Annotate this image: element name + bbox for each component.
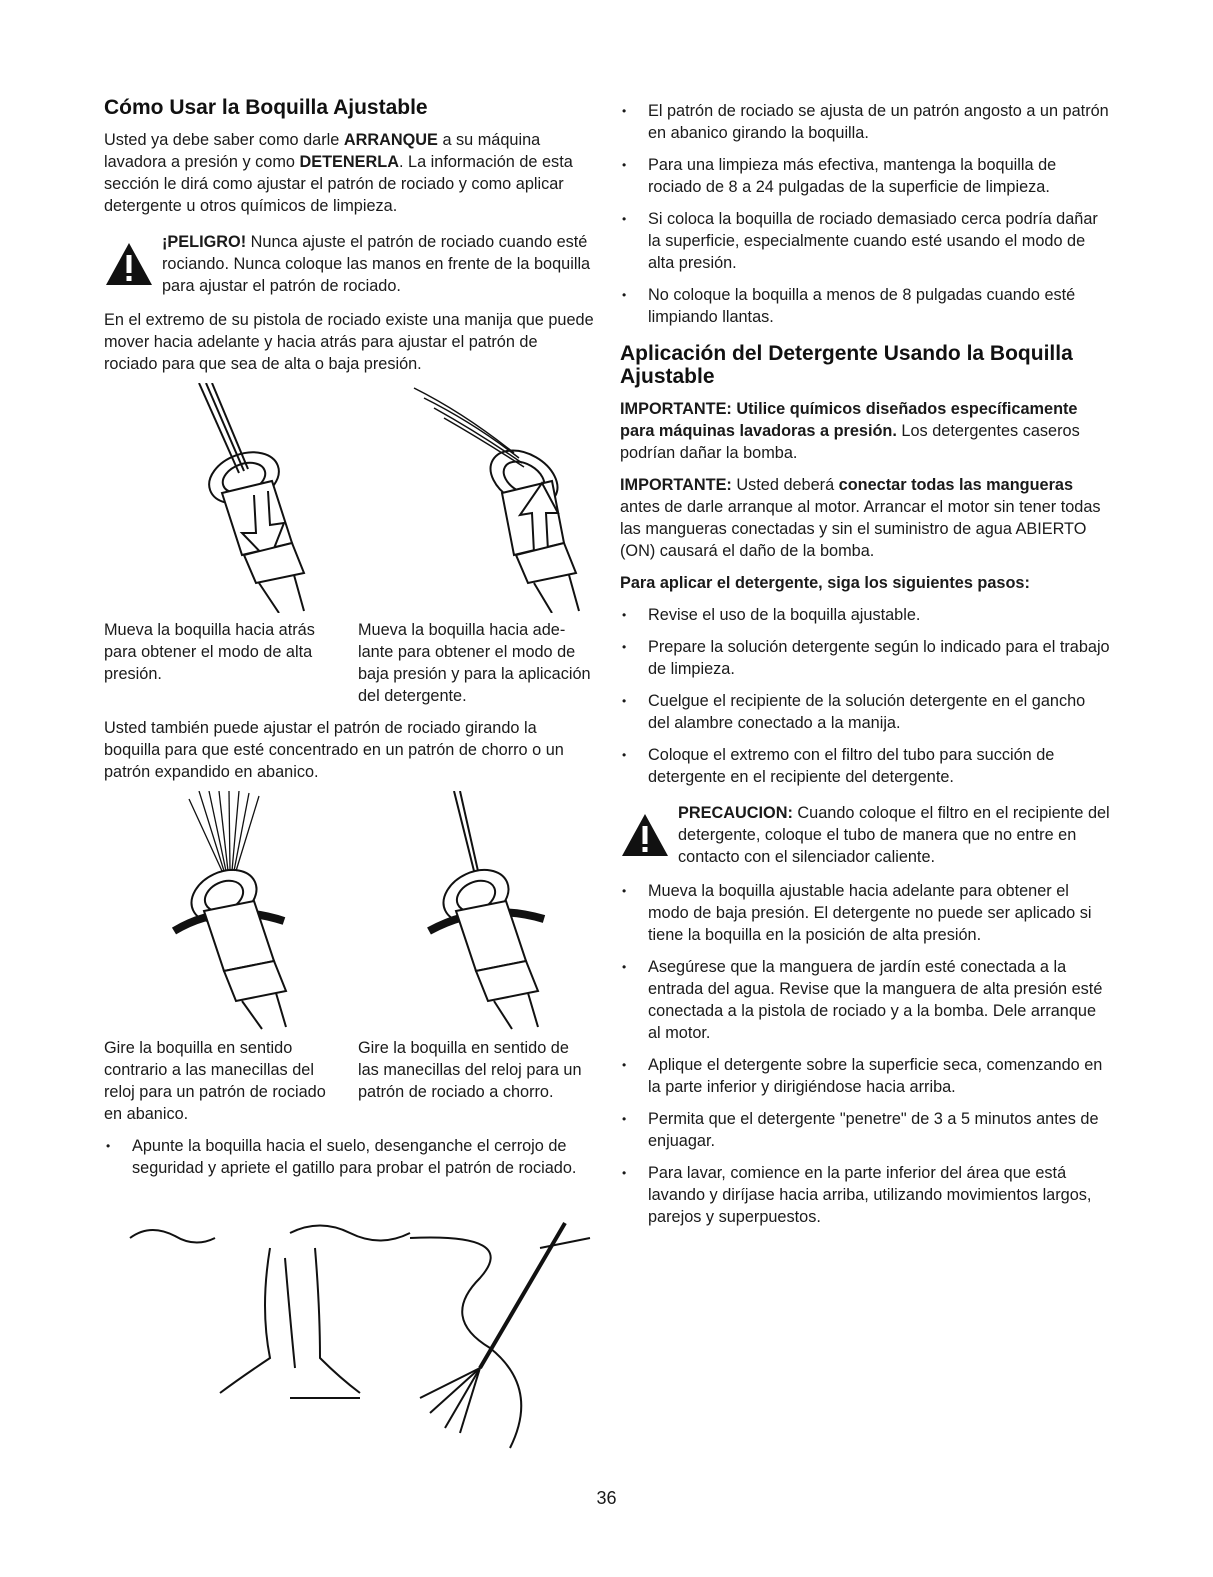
caution-notice: PRECAUCION: Cuando coloque el filtro en el recipiente del detergente, coloque el tubo de manera que no entre en contacto con el silenciador caliente. [620,802,1110,868]
danger-notice: ¡PELIGRO! Nunca ajuste el patrón de rociado cuando esté rociando. Nunca coloque las manos en frente de la boquilla para ajustar el patrón de rociado. [104,231,594,297]
list-item: • No coloque la boquilla a menos de 8 pulgadas cuando esté limpiando llantas. [620,284,1110,328]
detergent-steps-list-b [620,880,1110,1228]
nozzle-figures-rotate [104,791,594,1031]
list-item: • Revise el uso de la boquilla ajustable. [620,604,1110,626]
caption-row-1 [104,619,594,707]
lawn-spray-illustration [120,1218,600,1468]
caption-low-pressure: Mueva la boquilla hacia ade- lante para obtener el modo de baja presión y para la aplicación del detergente. [358,621,591,705]
adjust-paragraph: En el extremo de su pistola de rociado existe una manija que puede mover hacia adelante y hacia atrás para ajustar el patrón de rociado para que sea de alta o baja presión. [104,311,594,373]
rotate-paragraph: Usted también puede ajustar el patrón de rociado girando la boquilla para que esté concentrado en un patrón de chorro o un patrón expandido en abanico. [104,719,564,781]
steps-heading: Para aplicar el detergente, siga los siguientes pasos: [620,574,1030,592]
detergent-steps-list-a [620,604,1110,788]
list-item: • Si coloca la boquilla de rociado demasiado cerca podría dañar la superficie, especialmente cuando esté usando el modo de alta presión. [620,208,1110,274]
nozzle-figures-push-pull [104,383,594,613]
nozzle-low-pressure-illustration [374,383,594,613]
section-heading-detergent: Aplicación del Detergente Usando la Boquilla Ajustable [620,342,1073,388]
list-item: • Coloque el extremo con el filtro del tubo para succión de detergente en el recipiente del detergente. [620,744,1110,788]
page-number: 36 [596,1488,617,1508]
list-item: • El patrón de rociado se ajusta de un patrón angosto a un patrón en abanico girando la boquilla. [620,100,1110,144]
nozzle-high-pressure-illustration [144,383,344,613]
caption-fan: Gire la boquilla en sentido contrario a las manecillas del reloj para un patrón de rociado en abanico. [104,1039,326,1123]
caption-jet: Gire la boquilla en sentido de las manecillas del reloj para un patrón de rociado a chorro. [358,1039,582,1101]
nozzle-fan-illustration [154,791,354,1031]
section-heading-nozzle: Cómo Usar la Boquilla Ajustable [104,96,428,119]
list-item: • Apunte la boquilla hacia el suelo, desenganche el cerrojo de seguridad y apriete el gatillo para probar el patrón de rociado. [104,1135,594,1179]
list-item: • Para una limpieza más efectiva, mantenga la boquilla de rociado de 8 a 24 pulgadas de la superficie de limpieza. [620,154,1110,198]
caption-high-pressure: Mueva la boquilla hacia atrás para obtener el modo de alta presión. [104,621,315,683]
list-item: • Aplique el detergente sobre la superficie seca, comenzando en la parte inferior y dirigiéndose hacia arriba. [620,1054,1110,1098]
list-item: • Mueva la boquilla ajustable hacia adelante para obtener el modo de baja presión. El detergente no puede ser aplicado si tiene la boquilla en la posición de alta presión. [620,880,1110,946]
list-item: • Permita que el detergente "penetre" de 3 a 5 minutos antes de enjuagar. [620,1108,1110,1152]
important-notice-1: IMPORTANTE: Utilice químicos diseñados específicamente para máquinas lavadoras a presión. Los detergentes caseros podrían dañar la bomba. [620,400,1080,462]
caption-row-2 [104,1037,594,1125]
intro-paragraph: Usted ya debe saber como darle ARRANQUE a su máquina lavadora a presión y como DETENERLA. La información de esta sección le dirá como ajustar el patrón de rociado y como aplicar detergente u otros químicos de limpieza. [104,131,573,215]
important-notice-2: IMPORTANTE: Usted deberá conectar todas las mangueras antes de darle arranque al motor. Arrancar el motor sin tener todas las mangueras conectadas y sin el suministro de agua ABIERTO (ON) causará el daño de la bomba. [620,476,1101,560]
left-column [104,96,594,1189]
left-bullet-list [104,1135,594,1179]
nozzle-jet-illustration [404,791,604,1031]
list-item: • Asegúrese que la manguera de jardín esté conectada a la entrada del agua. Revise que la manguera de alta presión esté conectada a la pistola de rociado y a la bomba. Dele arranque al motor. [620,956,1110,1044]
warning-triangle-icon [620,812,670,858]
list-item: • Prepare la solución detergente según lo indicado para el trabajo de limpieza. [620,636,1110,680]
list-item: • Cuelgue el recipiente de la solución detergente en el gancho del alambre conectado a la manija. [620,690,1110,734]
right-column [620,100,1110,1238]
spray-tips-list [620,100,1110,328]
warning-triangle-icon [104,241,154,287]
list-item: • Para lavar, comience en la parte inferior del área que está lavando y diríjase hacia arriba, utilizando movimientos largos, parejos y superpuestos. [620,1162,1110,1228]
